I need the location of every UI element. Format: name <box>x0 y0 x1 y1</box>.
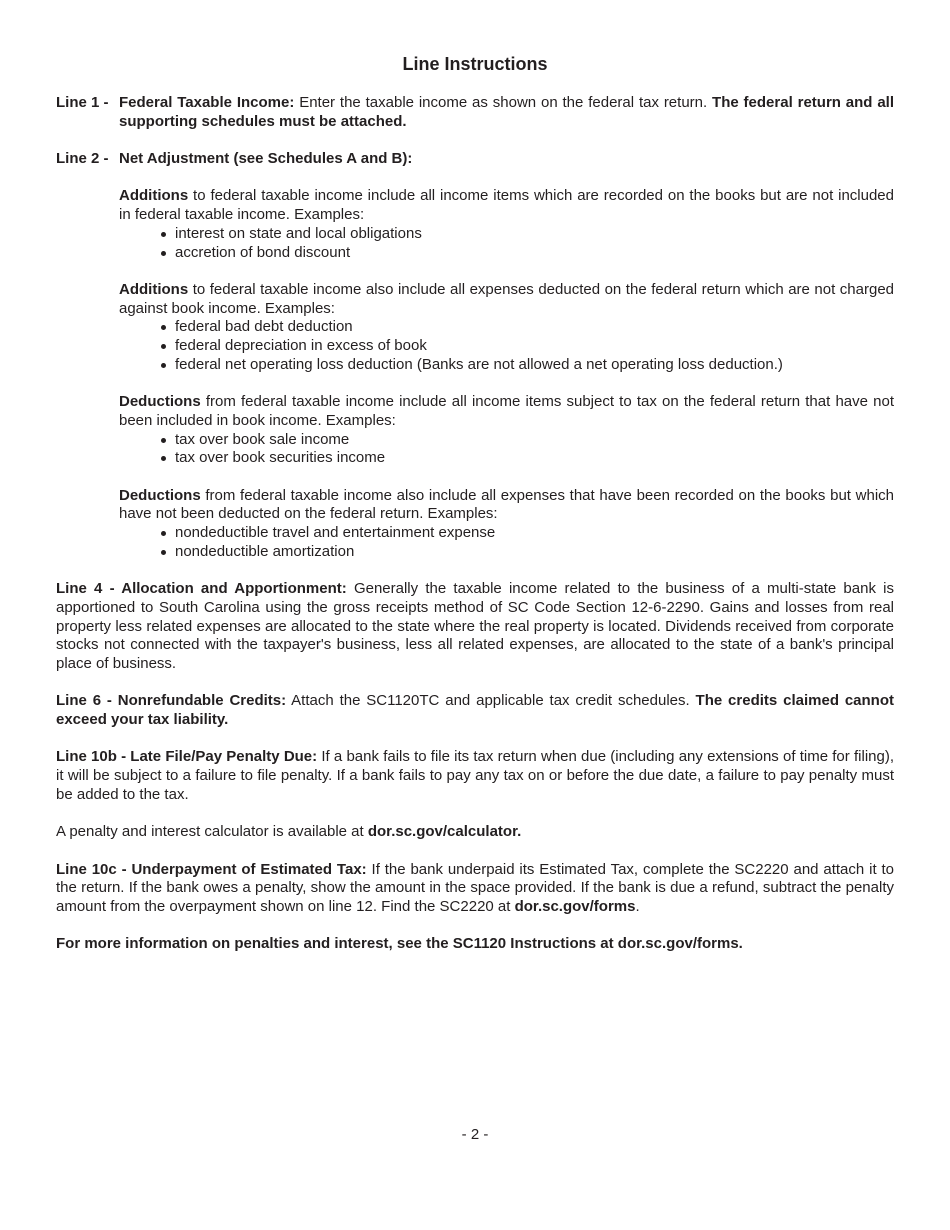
line-2-section <box>56 150 894 169</box>
line-10c-tail: . <box>635 898 640 916</box>
line-2-heading: Net Adjustment (see Schedules A and B): <box>119 150 413 168</box>
line-10b-section <box>56 748 894 804</box>
line-1-body <box>119 94 894 131</box>
line-1-heading: Federal Taxable Income: <box>119 94 295 111</box>
list-item: accretion of bond discount <box>119 244 894 263</box>
line-1-requirement: The federal return and all supporting schedules must be attached. <box>119 94 895 130</box>
deductions-examples-1 <box>119 431 894 468</box>
line-1-label: Line 1 - <box>56 94 109 111</box>
line-4-text: Generally the taxable income related to the business of a multi-state bank is apportioned to South Carolina using the gross receipts method of SC Code Section 12-6-2290. Gains and losses from real property less related expenses are allocated to the state where the real property is located. Dividends received from corporate stocks not connected with the taxpayer's business, less all related expenses, are allocated to the state of a bank's principal place of business. <box>56 580 894 672</box>
line-10c-heading: Line 10c - Underpayment of Estimated Tax: <box>56 860 367 878</box>
paragraph-lead: Deductions <box>119 486 201 504</box>
paragraph-text: to federal taxable income also include all expenses deducted on the federal return which are not charged against book income. Examples: <box>119 280 894 317</box>
instructions-body <box>56 94 894 954</box>
list-item: federal net operating loss deduction (Banks are not allowed a net operating loss deduction.) <box>119 356 894 375</box>
line-10b-heading: Line 10b - Late File/Pay Penalty Due: <box>56 748 318 766</box>
line-6-requirement: The credits claimed cannot exceed your tax liability. <box>56 692 895 729</box>
list-item: nondeductible amortization <box>119 543 894 562</box>
list-item: federal bad debt deduction <box>119 318 894 337</box>
line-10c-section <box>56 861 894 917</box>
calculator-note <box>56 823 894 842</box>
paragraph-text: from federal taxable income include all income items subject to tax on the federal return that have not been included in book income. Examples: <box>119 393 894 429</box>
forms-link: dor.sc.gov/forms <box>514 898 636 916</box>
additions-examples-2 <box>119 318 894 374</box>
line-2-details <box>119 187 894 561</box>
line-6-text: Attach the SC1120TC and applicable tax credit schedules. <box>286 692 696 710</box>
line-2-heading-wrap <box>119 150 894 169</box>
line-6-heading: Line 6 - Nonrefundable Credits: <box>56 692 287 710</box>
paragraph-text: from federal taxable income also include all expenses that have been recorded on the books but which have not been deducted on the federal return. Examples: <box>119 486 894 523</box>
list-item: tax over book securities income <box>119 449 894 468</box>
page-title: Line Instructions <box>402 54 548 74</box>
more-info-text: For more information on penalties and interest, see the SC1120 Instructions at dor.sc.gov/forms. <box>56 935 743 953</box>
paragraph-lead: Deductions <box>119 393 201 411</box>
paragraph-lead: Additions <box>119 187 189 205</box>
additions-examples-1 <box>119 225 894 262</box>
line-4-section <box>56 580 894 674</box>
page-number: - 2 - <box>461 1126 489 1143</box>
line-1-section <box>56 94 894 131</box>
list-item: federal depreciation in excess of book <box>119 337 894 356</box>
list-item: nondeductible travel and entertainment expense <box>119 524 894 543</box>
additions-paragraph-1 <box>119 187 894 224</box>
calculator-text: A penalty and interest calculator is available at <box>56 823 368 841</box>
deductions-paragraph-2 <box>119 487 894 524</box>
list-item: tax over book sale income <box>119 431 894 450</box>
line-4-heading: Line 4 - Allocation and Apportionment: <box>56 580 347 598</box>
calculator-link: dor.sc.gov/calculator. <box>367 823 522 841</box>
list-item: interest on state and local obligations <box>119 225 894 244</box>
line-1-text: Enter the taxable income as shown on the federal tax return. <box>294 94 713 111</box>
line-2-label: Line 2 - <box>56 150 109 168</box>
line-10c-text: If the bank underpaid its Estimated Tax, complete the SC2220 and attach it to the return. If the bank owes a penalty, show the amount in the space provided. If the bank is due a refund, subtract the penalty amount from the overpayment shown on line 12. Find the SC2220 at <box>56 860 894 916</box>
paragraph-text: to federal taxable income include all income items which are recorded on the books but are not included in federal taxable income. Examples: <box>119 187 894 224</box>
additions-paragraph-2 <box>119 281 894 318</box>
line-6-section <box>56 692 894 729</box>
more-info-note <box>56 935 894 954</box>
deductions-paragraph-1 <box>119 393 894 430</box>
line-10b-text: If a bank fails to file its tax return when due (including any extensions of time for filing), it will be subject to a failure to file penalty. If a bank fails to pay any tax on or before the due date, a failure to pay penalty must be added to the tax. <box>56 748 894 803</box>
deductions-examples-2 <box>119 524 894 561</box>
paragraph-lead: Additions <box>119 280 189 298</box>
